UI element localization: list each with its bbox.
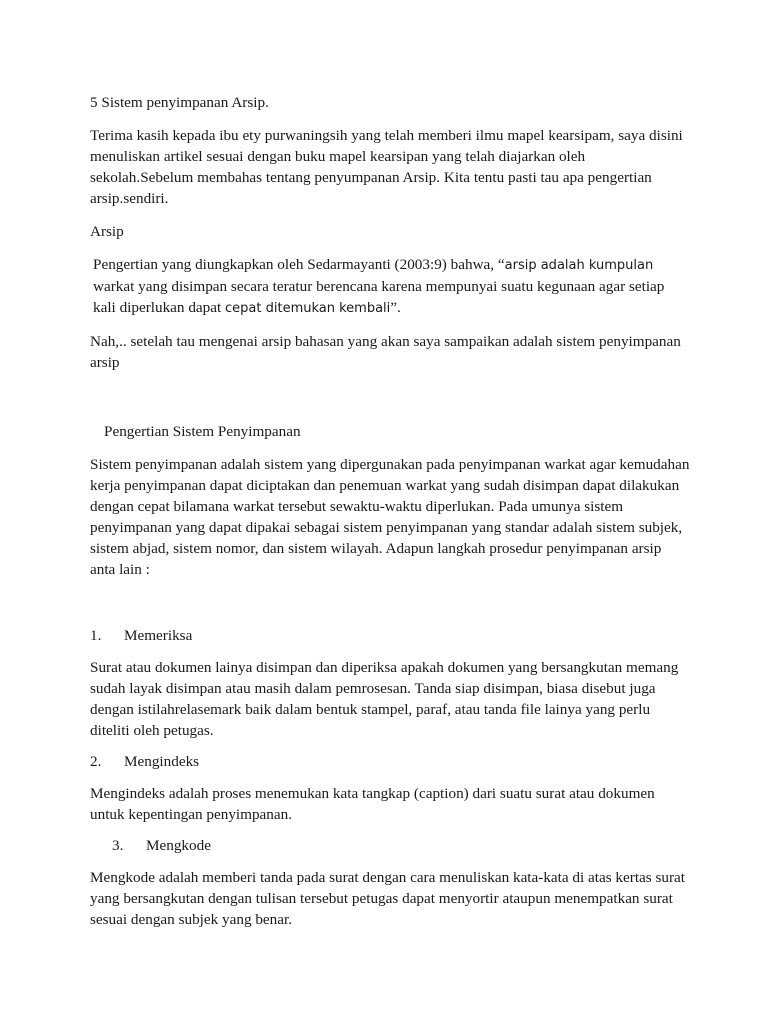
intro-paragraph: Terima kasih kepada ibu ety purwaningsih yang telah memberi ilmu mapel kearsipam, saya disini menuliskan artikel sesuai dengan buku mapel kearsipan yang telah diajarkan oleh sekolah.Sebelum membahas tentang penyumpanan Arsip. Kita tentu pasti tau apa pengertian arsip.sendiri. bbox=[90, 127, 683, 207]
definition-part1: Pengertian yang diungkapkan oleh Sedarmayanti (2003:9) bahwa, “ bbox=[93, 256, 505, 273]
definition-quote1: arsip adalah kumpulan bbox=[504, 258, 654, 273]
step-1-number: 1. bbox=[90, 627, 102, 644]
definition-paragraph bbox=[90, 254, 690, 319]
step-3-body: Mengkode adalah memberi tanda pada surat dengan cara menuliskan kata-kata di atas kertas surat yang bersangkutan dengan tulisan tersebut petugas dapat menyortir ataupun menempatkan surat sesuai dengan subjek yang benar. bbox=[90, 869, 686, 928]
step-1-body: Surat atau dokumen lainya disimpan dan diperiksa apakah dokumen yang bersangkutan memang sudah layak disimpan atau masih dalam pemrosesan. Tanda siap disimpan, biasa disebut juga dengan istilahrelasemark baik dalam bentuk stampel, paraf, atau tanda file lainya yang perlu diteliti oleh petugas. bbox=[90, 659, 679, 739]
step-2 bbox=[90, 753, 690, 771]
section-heading: Pengertian Sistem Penyimpanan bbox=[104, 423, 301, 440]
step-2-title: Mengindeks bbox=[124, 753, 200, 770]
step-1 bbox=[90, 627, 690, 645]
definition-part2: warkat yang disimpan secara teratur berencana karena mempunyai suatu kegunaan agar setiap kali diperlukan dapat bbox=[93, 278, 665, 316]
section-body: Sistem penyimpanan adalah sistem yang dipergunakan pada penyimpanan warkat agar kemudahan kerja penyimpanan dapat diciptakan dan penemuan warkat yang sudah disimpan dapat dilakukan dengan cepat bilamana warkat tersebut sewaktu-waktu diperlukan. Pada umunya sistem penyimpanan yang dapat dipakai sebagai sistem penyimpanan yang standar adalah sistem subjek, sistem abjad, sistem nomor, dan sistem wilayah. Adapun langkah prosedur penyimpanan arsip anta lain : bbox=[90, 456, 690, 578]
document-heading: 5 Sistem penyimpanan Arsip. bbox=[90, 94, 269, 111]
step-3 bbox=[90, 837, 690, 855]
arsip-heading: Arsip bbox=[90, 223, 124, 240]
definition-part3: ”. bbox=[390, 299, 401, 316]
step-1-title: Memeriksa bbox=[124, 627, 193, 644]
step-3-number: 3. bbox=[112, 837, 124, 854]
definition-quote2: cepat ditemukan kembali bbox=[225, 301, 391, 316]
document-page bbox=[90, 92, 690, 930]
step-2-number: 2. bbox=[90, 753, 102, 770]
step-2-body: Mengindeks adalah proses menemukan kata tangkap (caption) dari suatu surat atau dokumen untuk kepentingan penyimpanan. bbox=[90, 785, 655, 823]
transition-paragraph: Nah,.. setelah tau mengenai arsip bahasan yang akan saya sampaikan adalah sistem penyimpanan arsip bbox=[90, 333, 681, 371]
step-3-title: Mengkode bbox=[146, 837, 211, 854]
